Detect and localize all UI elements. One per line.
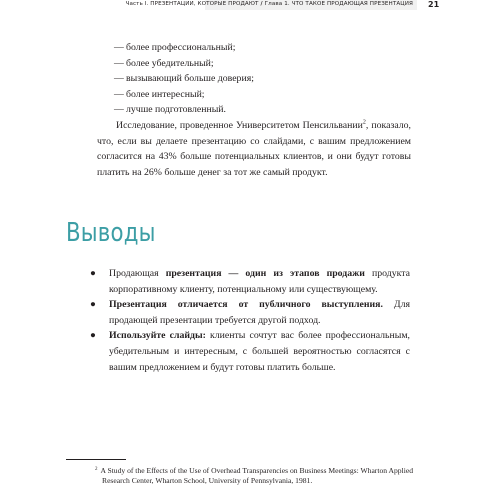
footnote-text: A Study of the Effects of the Use of Overhead Transparencies on Business Meetings: Wharton Applied Research Center, Wharton School, University of Pennsylvania, 1981. bbox=[100, 466, 413, 485]
bullet-bold-text: Используйте слайды: bbox=[109, 330, 206, 342]
list-item-text: вызывающий больше доверия; bbox=[126, 73, 254, 85]
list-item-text: более интересный; bbox=[126, 88, 205, 100]
bullet-icon: ● bbox=[90, 268, 96, 279]
bullet-text: продукта корпоративному клиенту, потенциальному или существующему. bbox=[109, 268, 410, 295]
footnote-reference[interactable]: 2 bbox=[362, 119, 366, 126]
bullet-item bbox=[90, 297, 410, 328]
bullet-item bbox=[90, 266, 410, 297]
header-separator: / bbox=[260, 1, 263, 7]
dash-marker: — bbox=[114, 57, 124, 69]
list-item bbox=[97, 56, 411, 72]
list-item bbox=[97, 40, 411, 56]
footnote-divider bbox=[66, 459, 126, 460]
list-item bbox=[97, 71, 411, 87]
dash-list bbox=[97, 40, 411, 118]
list-item bbox=[97, 102, 411, 118]
bullet-text: Для продающей презентации требуется другой подход. bbox=[109, 299, 410, 326]
paragraph-start: Исследование, проведенное Университетом Пенсильвании bbox=[116, 120, 363, 131]
list-item bbox=[97, 87, 411, 103]
list-item-text: лучше подготовленный. bbox=[126, 104, 226, 116]
dash-marker: — bbox=[114, 42, 124, 53]
paragraph-end: , показало, что, если вы делаете презентацию со слайдами, с вашим предложением согласится на 43% больше потенциальных клиентов, и они будут готовы платить на 26% больше денег за тот же самый продукт. bbox=[97, 120, 411, 178]
bullet-text: Продающая bbox=[109, 268, 166, 279]
bullet-list bbox=[90, 266, 410, 375]
list-item-text: более профессиональный; bbox=[126, 42, 236, 53]
section-heading: Выводы bbox=[66, 218, 156, 248]
header-chapter: Глава 1. ЧТО ТАКОЕ ПРОДАЮЩАЯ ПРЕЗЕНТАЦИЯ bbox=[264, 1, 413, 7]
bullet-bold-text: Презентация отличается от публичного выступления. bbox=[109, 299, 383, 311]
bullet-item bbox=[90, 328, 410, 375]
header-part: Часть I. ПРЕЗЕНТАЦИИ, КОТОРЫЕ ПРОДАЮТ bbox=[125, 1, 259, 7]
footnote-number: 2 bbox=[95, 467, 98, 472]
header-text bbox=[126, 1, 413, 7]
bullet-text: клиенты сочтут вас более профессиональным, убедительным и интересным, с большей вероятностью согласятся с вашим предложением и будут готовы платить больше. bbox=[109, 330, 410, 373]
dash-marker: — bbox=[114, 88, 124, 100]
dash-marker: — bbox=[114, 73, 124, 85]
body-paragraph bbox=[97, 118, 411, 180]
bullet-icon: ● bbox=[90, 330, 96, 342]
footnote bbox=[95, 465, 422, 486]
bullet-bold-text: презентация — один из этапов продажи bbox=[165, 268, 365, 279]
dash-marker: — bbox=[114, 104, 124, 116]
page-number: 21 bbox=[428, 0, 440, 9]
running-header bbox=[0, 0, 500, 14]
list-item-text: более убедительный; bbox=[126, 57, 214, 69]
bullet-icon: ● bbox=[90, 299, 96, 311]
